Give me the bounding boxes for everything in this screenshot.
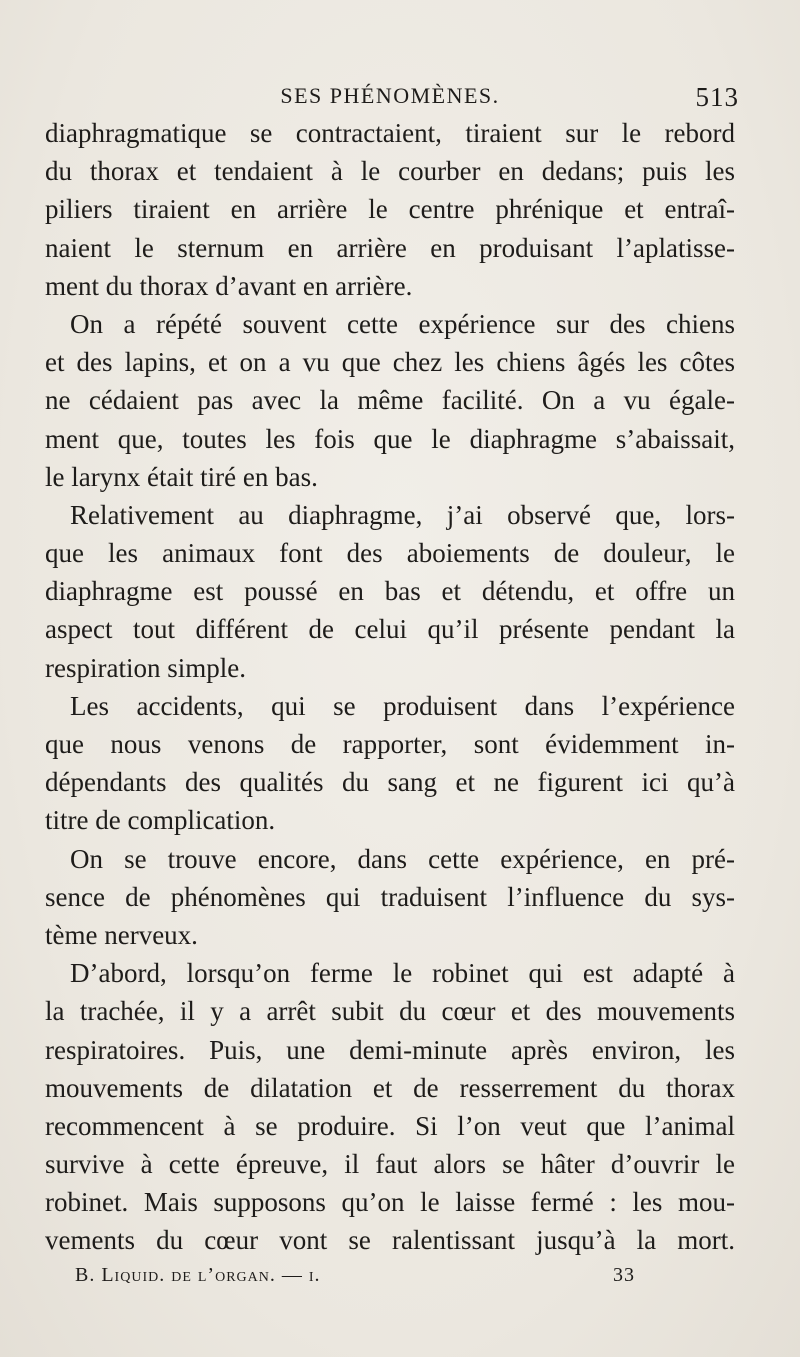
signature-line (75, 1262, 635, 1292)
text-line: D’abord, lorsqu’on ferme le robinet qui est adapté à (70, 958, 735, 989)
running-title: SES PHÉNOMÈNES. (280, 83, 500, 108)
text-line: Relativement au diaphragme, j’ai observé que, lors- (70, 499, 735, 530)
text-line: recommencent à se produire. Si l’on veut que l’animal (45, 1110, 735, 1141)
signature-mark: B. Liquid. de l’organ. — i. (75, 1264, 321, 1286)
text-line: diaphragmatique se contractaient, tiraient sur le rebord (45, 118, 735, 148)
text-line: On se trouve encore, dans cette expérience, en pré- (70, 843, 735, 874)
text-line: du thorax et tendaient à le courber en dedans; puis les (45, 156, 735, 187)
text-line: robinet. Mais supposons qu’on le laisse fermé : les mou- (45, 1187, 735, 1218)
text-line: ment du thorax d’avant en arrière. (45, 270, 413, 301)
text-line: et des lapins, et on a vu que chez les chiens âgés les côtes (45, 347, 735, 378)
text-line: la trachée, il y a arrêt subit du cœur et des mouvements (45, 996, 735, 1027)
text-line: respiration simple. (45, 652, 246, 683)
text-line: Les accidents, qui se produisent dans l’expérience (70, 690, 735, 721)
text-line: dépendants des qualités du sang et ne figurent ici qu’à (45, 767, 735, 798)
text-line: On a répété souvent cette expérience sur des chiens (70, 308, 735, 339)
text-line: naient le sternum en arrière en produisant l’aplatisse- (45, 232, 735, 263)
text-line: que les animaux font des aboiements de douleur, le (45, 538, 735, 569)
text-line: respiratoires. Puis, une demi-minute après environ, les (45, 1034, 735, 1065)
text-line: sence de phénomènes qui traduisent l’influence du sys- (45, 881, 735, 912)
text-line: que nous venons de rapporter, sont évidemment in- (45, 729, 735, 759)
text-line: ment que, toutes les fois que le diaphragme s’abaissait, (45, 423, 735, 454)
text-line: survive à cette épreuve, il faut alors se hâter d’ouvrir le (45, 1149, 735, 1180)
page-number: 513 (695, 82, 739, 112)
text-line: piliers tiraient en arrière le centre phrénique et entraî- (45, 194, 735, 225)
text-line: mouvements de dilatation et de resserrement du thorax (45, 1072, 735, 1103)
text-line: tème nerveux. (45, 919, 198, 950)
text-line: le larynx était tiré en bas. (45, 461, 318, 492)
text-line: diaphragme est poussé en bas et détendu, et offre un (45, 576, 735, 607)
text-line: titre de complication. (45, 805, 276, 836)
signature-number: 33 (613, 1264, 635, 1286)
body-text (45, 114, 735, 1260)
text-line: aspect tout différent de celui qu’il présente pendant la (45, 614, 735, 645)
text-line: ne cédaient pas avec la même facilité. On a vu égale- (45, 385, 735, 416)
text-line: vements du cœur vont se ralentissant jusqu’à la mort. (45, 1225, 735, 1256)
